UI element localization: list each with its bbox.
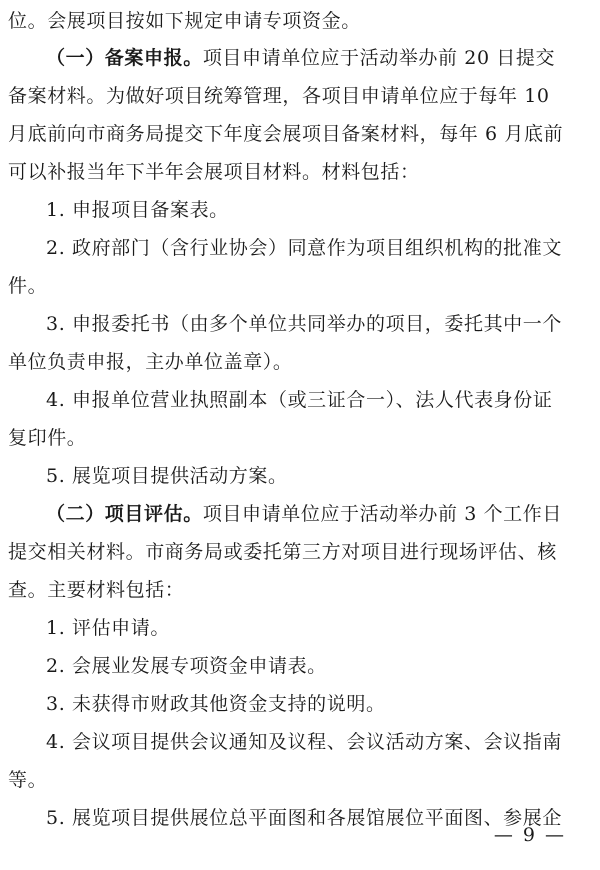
line-text: 2. 会展业发展专项资金申请表。 [46, 655, 327, 677]
line-text: 查。主要材料包括： [8, 579, 185, 601]
line-text: 1. 评估申请。 [46, 617, 170, 639]
line-text: 5. 展览项目提供展位总平面图和各展馆展位平面图、参展企 [46, 807, 562, 829]
line-text: 单位负责申报，主办单位盖章）。 [8, 351, 293, 373]
line-text: 4. 会议项目提供会议通知及议程、会议活动方案、会议指南 [46, 731, 562, 753]
line-text: 位。会展项目按如下规定申请专项资金。 [8, 10, 361, 32]
body-line [8, 767, 600, 793]
body-line [8, 83, 600, 109]
line-text: 2. 政府部门（含行业协会）同意作为项目组织机构的批准文 [46, 237, 562, 259]
section-heading: （二）项目评估。 [46, 503, 203, 525]
line-text: 5. 展览项目提供活动方案。 [46, 465, 288, 487]
line-text: 月底前向市商务局提交下年度会展项目备案材料，每年 6 月底前 [8, 123, 564, 145]
line-text: 等。 [8, 769, 48, 791]
page-number: — 9 — [493, 824, 566, 846]
body-line [8, 349, 600, 375]
line-text: 件。 [8, 275, 48, 297]
line-text: 1. 申报项目备案表。 [46, 199, 229, 221]
list-item [46, 615, 600, 641]
body-line [8, 121, 600, 147]
list-item [46, 311, 600, 337]
line-text: 4. 申报单位营业执照副本（或三证合一）、法人代表身份证 [46, 389, 553, 411]
list-item [46, 197, 600, 223]
section-heading-line [46, 501, 600, 527]
body-line [8, 8, 600, 34]
list-item [46, 463, 600, 489]
body-line [8, 159, 600, 185]
line-text: 备案材料。为做好项目统筹管理，各项目申请单位应于每年 10 [8, 85, 550, 107]
list-item [46, 691, 600, 717]
line-text: 3. 未获得市财政其他资金支持的说明。 [46, 693, 386, 715]
list-item [46, 235, 600, 261]
line-text: 提交相关材料。市商务局或委托第三方对项目进行现场评估、核 [8, 541, 557, 563]
section-heading-line [46, 45, 600, 71]
body-line [8, 273, 600, 299]
line-text: 可以补报当年下半年会展项目材料。材料包括： [8, 161, 420, 183]
line-text: 复印件。 [8, 427, 87, 449]
line-text: 项目申请单位应于活动举办前 3 个工作日 [202, 503, 562, 525]
body-line [8, 539, 600, 565]
list-item [46, 653, 600, 679]
list-item [46, 729, 600, 755]
line-text: 3. 申报委托书（由多个单位共同举办的项目，委托其中一个 [46, 313, 562, 335]
line-text: 项目申请单位应于活动举办前 20 日提交 [202, 47, 556, 69]
list-item [46, 387, 600, 413]
body-line [8, 425, 600, 451]
body-line [8, 577, 600, 603]
section-heading: （一）备案申报。 [46, 47, 203, 69]
